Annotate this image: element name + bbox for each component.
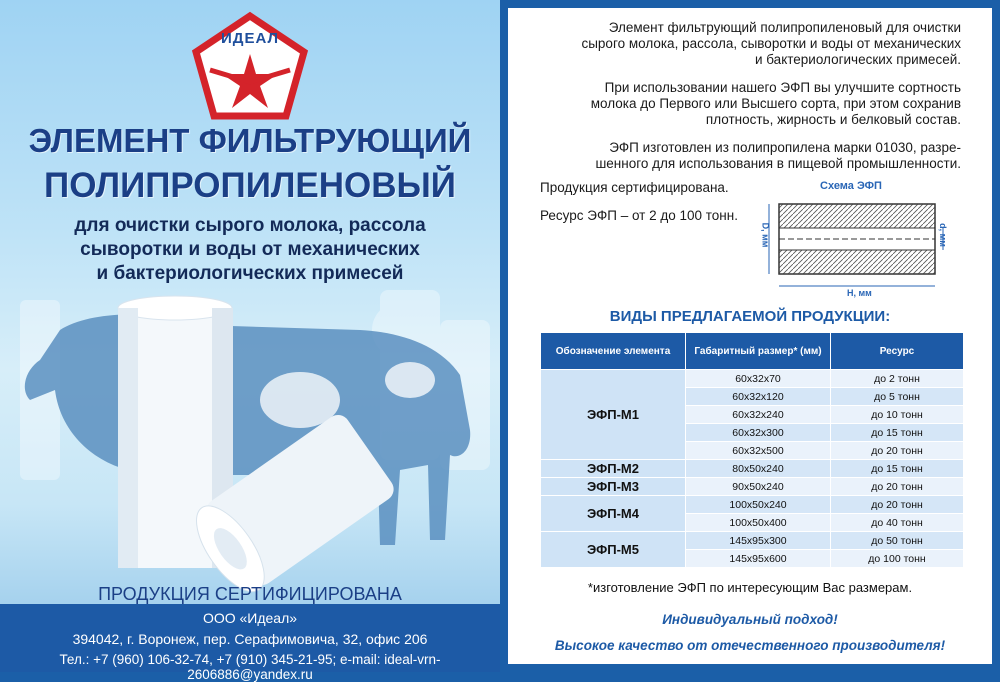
poster-subtitle-line: сыворотки и воды от механических [80, 239, 420, 260]
size-cell: 60x32x300 [686, 424, 831, 442]
company-address: 394042, г. Воронеж, пер. Серафимовича, 32, офис 206 [72, 631, 428, 647]
product-illustration [0, 290, 500, 595]
material-line: шенного для использования в пищевой промышленности. [595, 156, 961, 171]
logo-text: ИДЕАЛ [220, 30, 279, 47]
scheme-label-d-inner: d, мм [937, 223, 948, 247]
resource-cell: до 20 тонн [831, 478, 964, 496]
resource-cell: до 100 тонн [831, 550, 964, 568]
model-cell: ЭФП-М4 [541, 496, 686, 532]
resource-cell: до 15 тонн [831, 460, 964, 478]
model-cell: ЭФП-М5 [541, 532, 686, 568]
resource-cell: до 20 тонн [831, 442, 964, 460]
header-size: Габаритный размер* (мм) [686, 333, 831, 370]
size-cell: 60x32x240 [686, 406, 831, 424]
header-designation: Обозначение элемента [541, 333, 686, 370]
resource-cell: до 10 тонн [831, 406, 964, 424]
header-resource: Ресурс [831, 333, 964, 370]
material-line: ЭФП изготовлен из полипропилена марки 01030, разре- [609, 140, 961, 155]
resource-cell: до 2 тонн [831, 370, 964, 388]
poster-subtitle-line: для очистки сырого молока, рассола [74, 215, 426, 236]
resource-cell: до 40 тонн [831, 514, 964, 532]
company-name: ООО «Идеал» [202, 610, 298, 626]
logo-pentagon-icon [190, 12, 310, 122]
model-cell: ЭФП-М2 [541, 460, 686, 478]
description-line: и бактериологических примесей. [754, 52, 961, 67]
scheme-label-d-outer: D, мм [760, 222, 771, 248]
product-table [540, 332, 964, 568]
custom-size-note: *изготовление ЭФП по интересующим Вас размерам. [587, 580, 913, 595]
table-row [541, 370, 964, 388]
model-cell: ЭФП-М1 [541, 370, 686, 460]
certified-note: Продукция сертифицирована. [540, 180, 729, 195]
scheme-label-h: H, мм [847, 288, 872, 298]
right-info-panel [508, 8, 992, 664]
size-cell: 100x50x400 [686, 514, 831, 532]
poster-title-line1: ЭЛЕМЕНТ ФИЛЬТРУЮЩИЙ [28, 122, 472, 159]
size-cell: 80x50x240 [686, 460, 831, 478]
description-line: Элемент фильтрующий полипропиленовый для очистки [608, 20, 961, 35]
description-line: сырого молока, рассола, сыворотки и воды от механических [581, 36, 961, 51]
contact-footer [0, 604, 500, 682]
resource-cell: до 5 тонн [831, 388, 964, 406]
poster-title-line2: ПОЛИПРОПИЛЕНОВЫЙ [44, 166, 456, 205]
size-cell: 145x95x600 [686, 550, 831, 568]
benefit-line: При использовании нашего ЭФП вы улучшите сортность [604, 80, 961, 95]
size-cell: 60x32x70 [686, 370, 831, 388]
table-row [541, 460, 964, 478]
table-header-row [541, 333, 964, 370]
scheme-title: Схема ЭФП [820, 180, 882, 192]
table-row [541, 532, 964, 550]
company-contacts: Тел.: +7 (960) 106-32-74, +7 (910) 345-21-95; e-mail: ideal-vrn-2606886@yandex.ru [59, 652, 441, 682]
certified-banner: ПРОДУКЦИЯ СЕРТИФИЦИРОВАНА [98, 584, 402, 604]
poster-subtitle-line: и бактериологических примесей [96, 263, 404, 284]
resource-note: Ресурс ЭФП – от 2 до 100 тонн. [540, 208, 738, 223]
resource-cell: до 20 тонн [831, 496, 964, 514]
ideal-logo [190, 12, 310, 122]
size-cell: 100x50x240 [686, 496, 831, 514]
table-row [541, 496, 964, 514]
size-cell: 60x32x120 [686, 388, 831, 406]
slogan-quality: Высокое качество от отечественного производителя! [554, 638, 946, 653]
size-cell: 60x32x500 [686, 442, 831, 460]
size-cell: 145x95x300 [686, 532, 831, 550]
table-row [541, 478, 964, 496]
slogan-individual: Индивидуальный подход! [662, 612, 838, 627]
benefit-line: плотность, жирность и белковый состав. [705, 112, 961, 127]
scheme-drawing [743, 194, 963, 300]
model-cell: ЭФП-М3 [541, 478, 686, 496]
resource-cell: до 15 тонн [831, 424, 964, 442]
product-types-heading: ВИДЫ ПРЕДЛАГАЕМОЙ ПРОДУКЦИИ: [609, 308, 891, 325]
resource-cell: до 50 тонн [831, 532, 964, 550]
benefit-line: молока до Первого или Высшего сорта, при этом сохранив [590, 96, 961, 111]
size-cell: 90x50x240 [686, 478, 831, 496]
efp-scheme-diagram [743, 180, 963, 300]
